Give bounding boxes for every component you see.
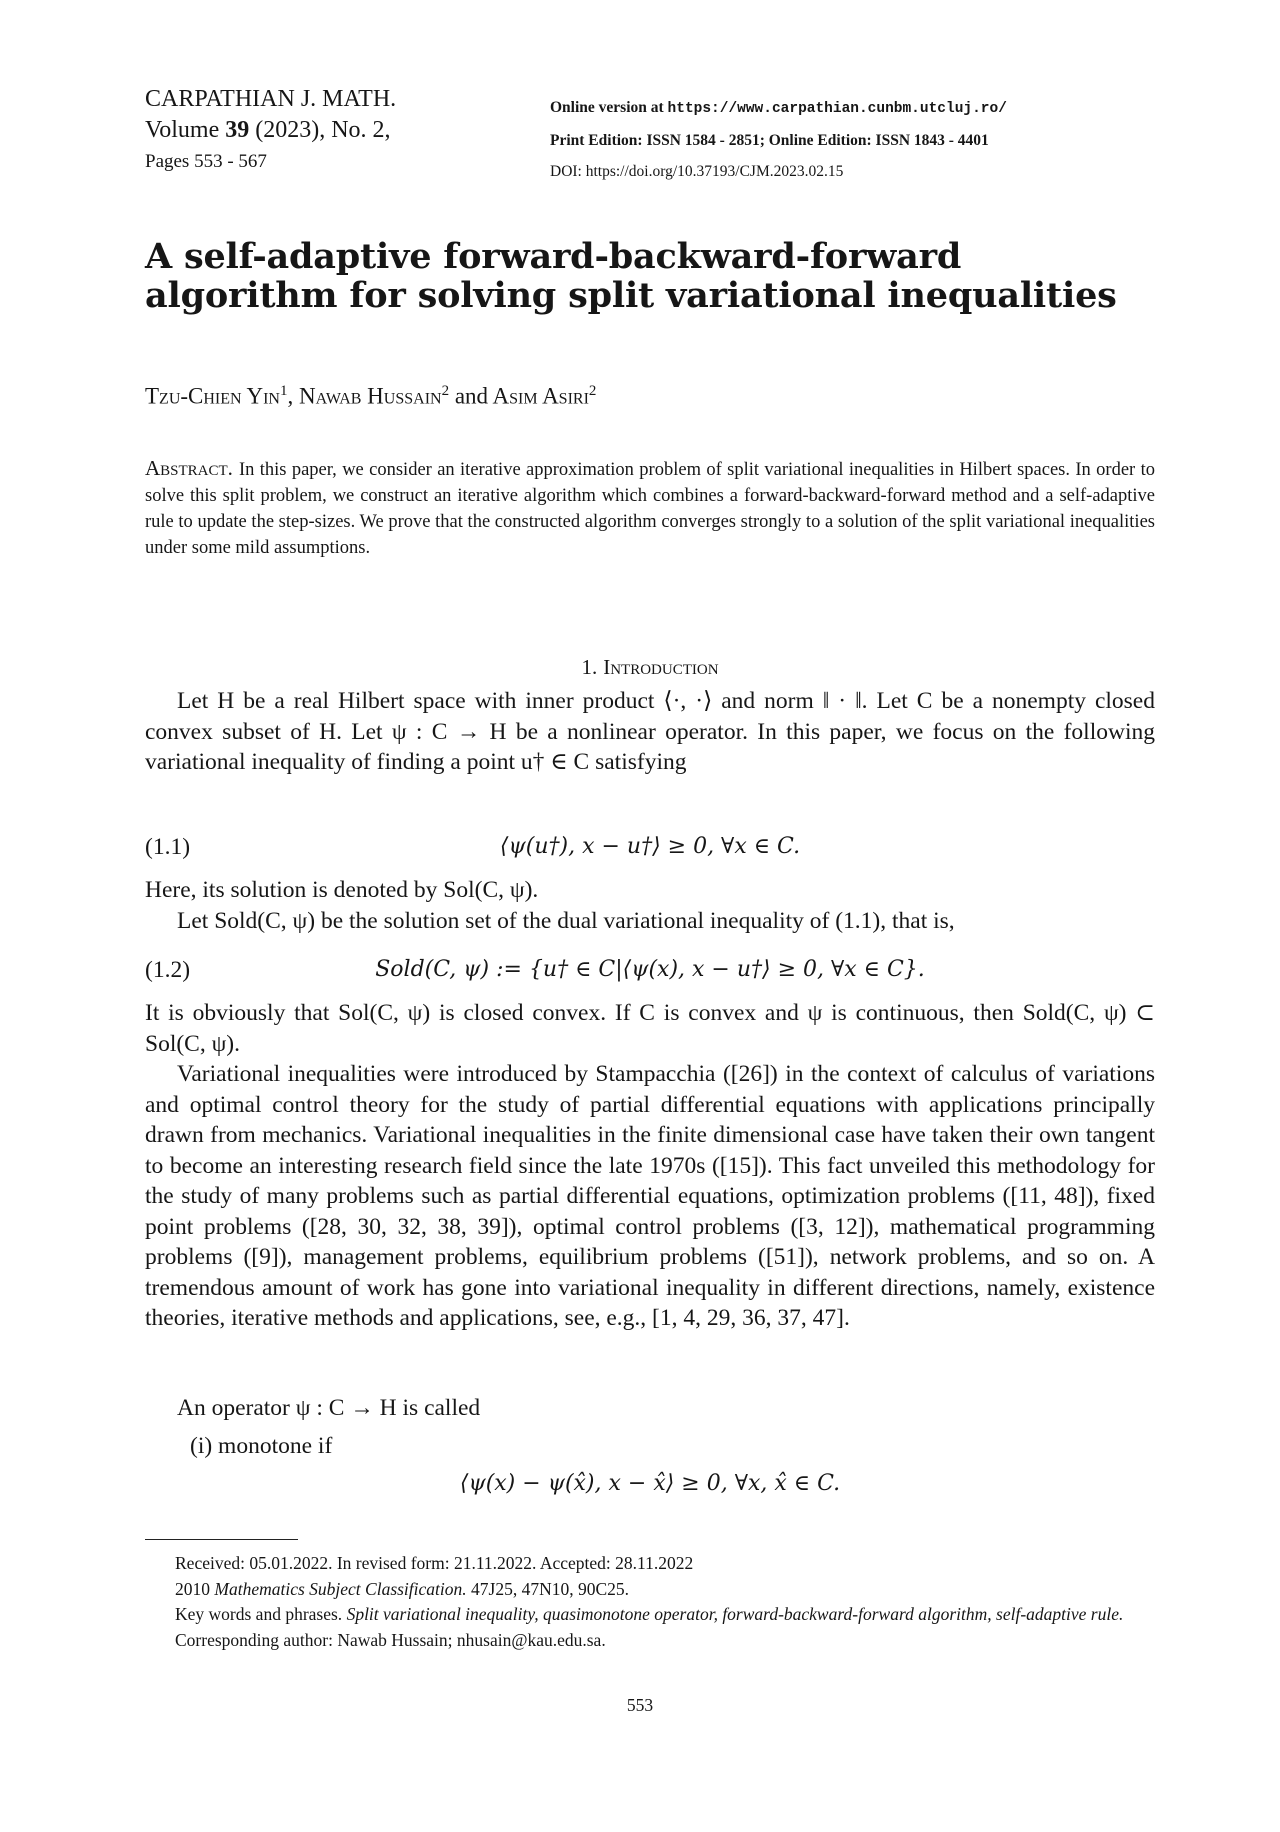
equation-expression: Sold(C, ψ) := {u† ∈ C|⟨ψ(x), x − u†⟩ ≥ 0, ∀x ∈ C}. (375, 957, 925, 982)
journal-info (145, 84, 505, 177)
section-title: Introduction (603, 655, 719, 679)
volume-number: 39 (225, 117, 250, 143)
footnote-rule (145, 1539, 298, 1540)
paper-title: A self-adaptive forward-backward-forward algorithm for solving split variational inequalities (145, 236, 1117, 316)
equation-1-1 (145, 834, 1155, 866)
msc-classification: 2010 Mathematics Subject Classification. 47J25, 47N10, 90C25. (175, 1578, 630, 1599)
abstract-text: In this paper, we consider an iterative approximation problem of split variational inequalities in Hilbert spaces. In order to solve this split problem, we construct an iterative algorithm which combines a forward-backward-forward method and a self-adaptive rule to update the step-sizes. We prove that the constructed algorithm converges strongly to a solution of the split variational inequalities under some mild assumptions. (145, 460, 1155, 558)
journal-pages: Pages 553 - 567 (145, 151, 267, 172)
author-conjunction: and (454, 383, 489, 409)
paragraph: Let H be a real Hilbert space with inner product ⟨·, ·⟩ and norm ‖ · ‖. Let C be a nonempty closed convex subset of H. Let ψ : C → H be a nonlinear operator. In this paper, we focus on the following variational inequality of finding a point u† ∈ C satisfying (145, 688, 1155, 775)
equation-number: (1.1) (145, 834, 191, 860)
paragraph: Variational inequalities were introduced by Stampacchia ([26]) in the context of calculus of variations and optimal control theory for the study of partial differential equations with applications principally drawn from mechanics. Variational inequalities in the finite dimensional case have taken their own tangent to become an interesting research field since the late 1970s ([15]). This fact unveiled this methodology for the study of many problems such as partial differential equations, optimization problems ([11, 48]), fixed point problems ([28, 30, 32, 38, 39]), optimal control problems ([3, 12]), mathematical programming problems ([9]), management problems, equilibrium problems ([51]), network problems, and so on. A tremendous amount of work has gone into variational inequality in different directions, namely, existence theories, iterative methods and applications, see, e.g., [1, 4, 29, 36, 37, 47]. (145, 1061, 1155, 1331)
paragraph: Here, its solution is denoted by Sol(C, ψ). (145, 877, 539, 903)
equation-1-2 (145, 957, 1155, 989)
abstract (145, 455, 1155, 561)
paragraph: An operator ψ : C → H is called (177, 1395, 481, 1421)
paragraph: Let Sold(C, ψ) be the solution set of the dual variational inequality of (1.1), that is, (177, 908, 955, 934)
online-version: Online version at https://www.carpathian.cunbm.utcluj.ro/ (550, 99, 1007, 117)
equation-number: (1.2) (145, 957, 191, 983)
issn-line: Print Edition: ISSN 1584 - 2851; Online Edition: ISSN 1843 - 4401 (550, 132, 989, 149)
paragraph: It is obviously that Sol(C, ψ) is closed convex. If C is convex and ψ is continuous, then Sold(C, ψ) ⊂ Sol(C, ψ). (145, 1000, 1155, 1057)
keywords: Key words and phrases. Split variational inequality, quasimonotone operator, forward-backward-forward algorithm, self-adaptive rule. (175, 1604, 1124, 1624)
affiliation-mark: 2 (441, 383, 450, 399)
author-name: Asim Asiri (492, 383, 589, 409)
display-equation: ⟨ψ(x) − ψ(x̂), x − x̂⟩ ≥ 0, ∀x, x̂ ∈ C. (459, 1471, 841, 1496)
online-url-link[interactable]: https://www.carpathian.cunbm.utcluj.ro/ (667, 101, 1007, 117)
page-number: 553 (626, 1695, 654, 1715)
affiliation-mark: 1 (279, 383, 288, 399)
received-dates: Received: 05.01.2022. In revised form: 21.11.2022. Accepted: 28.11.2022 (175, 1553, 694, 1573)
abstract-label: Abstract. (145, 456, 233, 480)
section-heading (145, 653, 1155, 681)
equation-expression: ⟨ψ(u†), x − u†⟩ ≥ 0, ∀x ∈ C. (499, 834, 801, 859)
author-name: Nawab Hussain (298, 383, 442, 409)
section-number: 1. (581, 655, 598, 679)
journal-volume: Volume 39 (2023), No. 2, (145, 117, 391, 143)
footnotes (145, 1551, 1155, 1653)
definition-item: (i) monotone if (190, 1433, 333, 1459)
corresponding-author: Corresponding author: Nawab Hussain; nhusain@kau.edu.sa. (175, 1629, 606, 1650)
edition-info (550, 92, 1170, 187)
journal-name: CARPATHIAN J. MATH. (145, 86, 397, 112)
author-name: Tzu-Chien Yin (145, 383, 280, 409)
author-list: Tzu-Chien Yin$^1$, Nawab Hussain$^2$ and Asim Asiri$^2$ (145, 383, 597, 409)
affiliation-mark: 2 (588, 383, 597, 399)
doi-line[interactable]: DOI: https://doi.org/10.37193/CJM.2023.02.15 (550, 163, 844, 180)
